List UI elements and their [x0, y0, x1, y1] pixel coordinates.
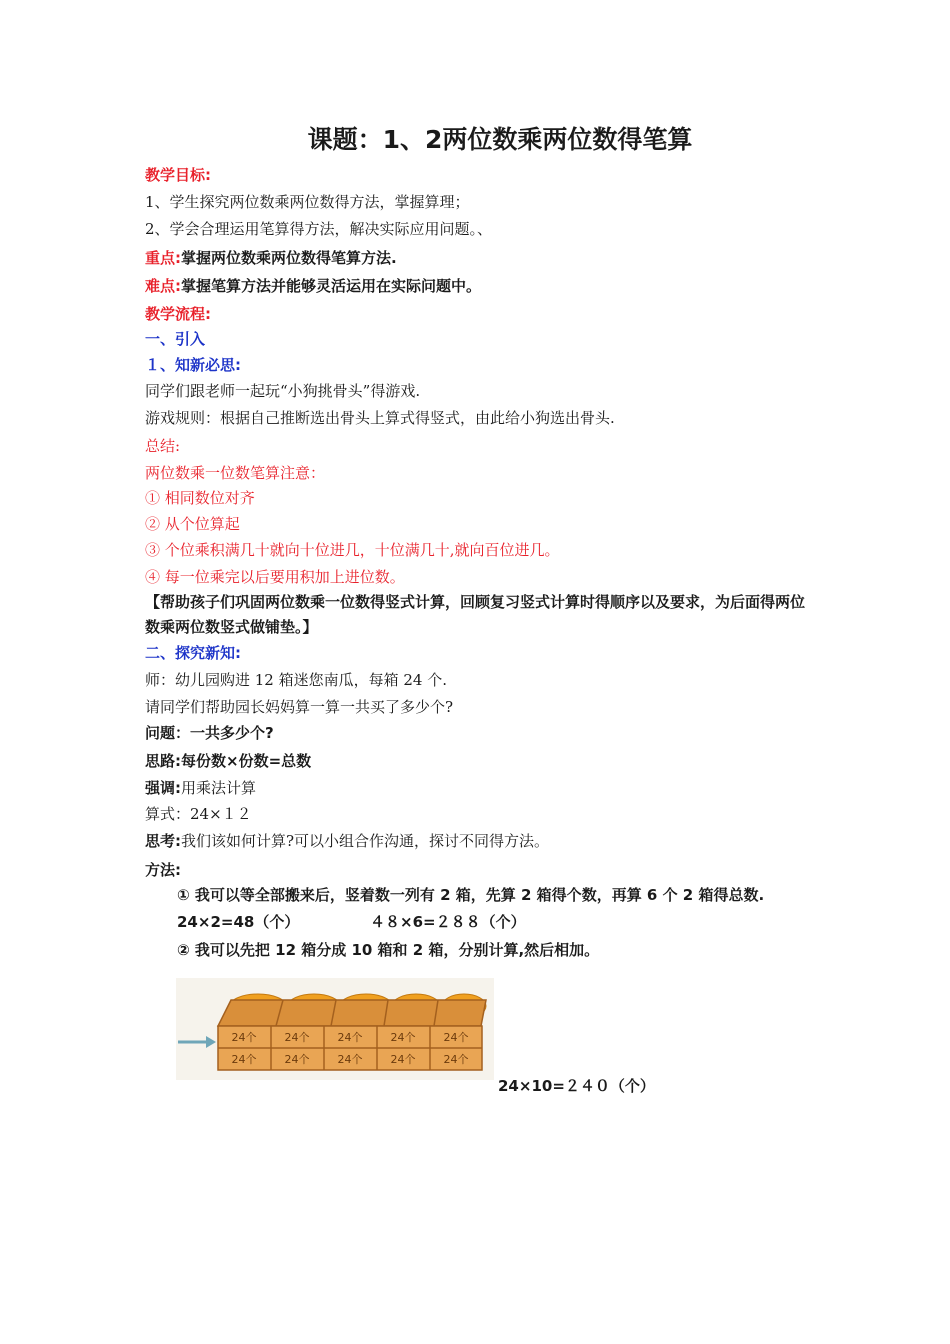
process-heading: 教学流程: — [145, 305, 211, 323]
objective-item-2: 2、学会合理运用笔算得方法，解决实际应用问题。、 — [145, 220, 493, 238]
difficulty-label: 难点: — [145, 277, 181, 295]
key-point-label: 重点: — [145, 249, 181, 267]
objectives-heading: 教学目标: — [145, 166, 211, 184]
box-label: 24个 — [284, 1053, 310, 1066]
box-label: 24个 — [231, 1031, 257, 1044]
section2-paragraph-2: 请同学们帮助园长妈妈算一算一共买了多少个? — [145, 698, 454, 716]
key-point — [145, 248, 397, 268]
emphasis — [145, 778, 256, 798]
idea: 思路:每份数×份数=总数 — [145, 752, 312, 770]
think-text: 我们该如何计算?可以小组合作沟通，探讨不同得方法。 — [181, 832, 550, 850]
box-label: 24个 — [443, 1053, 469, 1066]
summary-note-1: ① 相同数位对齐 — [145, 489, 255, 507]
difficulty — [145, 276, 481, 296]
question: 问题：一共多少个? — [145, 724, 274, 742]
emphasis-text: 用乘法计算 — [181, 779, 257, 797]
page-title: 课题：1、2两位数乘两位数得笔算 — [307, 125, 693, 154]
section2-paragraph-1: 师：幼儿园购进 12 箱迷您南瓜，每箱 24 个. — [145, 671, 448, 689]
summary-note-2: ② 从个位算起 — [145, 515, 240, 533]
think — [145, 831, 549, 851]
method-2: ② 我可以先把 12 箱分成 10 箱和 2 箱，分别计算,然后相加。 — [177, 941, 600, 959]
section1-sub-heading: １、知新必思: — [145, 356, 241, 374]
box-label: 24个 — [443, 1031, 469, 1044]
box-label: 24个 — [390, 1031, 416, 1044]
box-label: 24个 — [231, 1053, 257, 1066]
calc-2: 24×10=２４０（个） — [498, 1077, 655, 1095]
emphasis-label: 强调: — [145, 779, 181, 797]
pumpkin-boxes-image — [176, 978, 494, 1080]
bracket-note: 【帮助孩子们巩固两位数乘一位数得竖式计算，回顾复习竖式计算时得顺序以及要求，为后面得两位数乘两位数竖式做铺垫。】 — [145, 593, 806, 636]
summary-note-4: ④ 每一位乘完以后要用积加上进位数。 — [145, 568, 405, 586]
objective-item-1: 1、学生探究两位数乘两位数得方法，掌握算理； — [145, 193, 470, 211]
summary-note-3: ③ 个位乘积满几十就向十位进几，十位满几十,就向百位进几。 — [145, 541, 560, 559]
calc-1b: ４８×6=２８８（个） — [370, 913, 526, 931]
formula: 算式：24×１２ — [145, 805, 252, 823]
think-label: 思考: — [145, 832, 181, 850]
summary-title: 两位数乘一位数笔算注意： — [145, 464, 326, 482]
difficulty-text: 掌握笔算方法并能够灵活运用在实际问题中。 — [181, 277, 482, 295]
method-1: ① 我可以等全部搬来后，竖着数一列有 2 箱，先算 2 箱得个数，再算 6 个 2 箱得总数. — [177, 886, 765, 904]
box-label: 24个 — [337, 1053, 363, 1066]
section2-heading: 二、探究新知: — [145, 644, 241, 662]
box-label: 24个 — [284, 1031, 310, 1044]
section1-heading: 一、引入 — [145, 330, 206, 348]
method-label: 方法: — [145, 861, 181, 879]
box-label: 24个 — [390, 1053, 416, 1066]
section1-paragraph-1: 同学们跟老师一起玩“小狗挑骨头”得游戏. — [145, 382, 421, 400]
calc-1a: 24×2=48（个） — [177, 913, 300, 931]
section1-paragraph-2: 游戏规则：根据自己推断选出骨头上算式得竖式，由此给小狗选出骨头. — [145, 409, 615, 427]
box-label: 24个 — [337, 1031, 363, 1044]
key-point-text: 掌握两位数乘两位数得笔算方法. — [181, 249, 397, 267]
summary-label: 总结: — [145, 437, 181, 455]
